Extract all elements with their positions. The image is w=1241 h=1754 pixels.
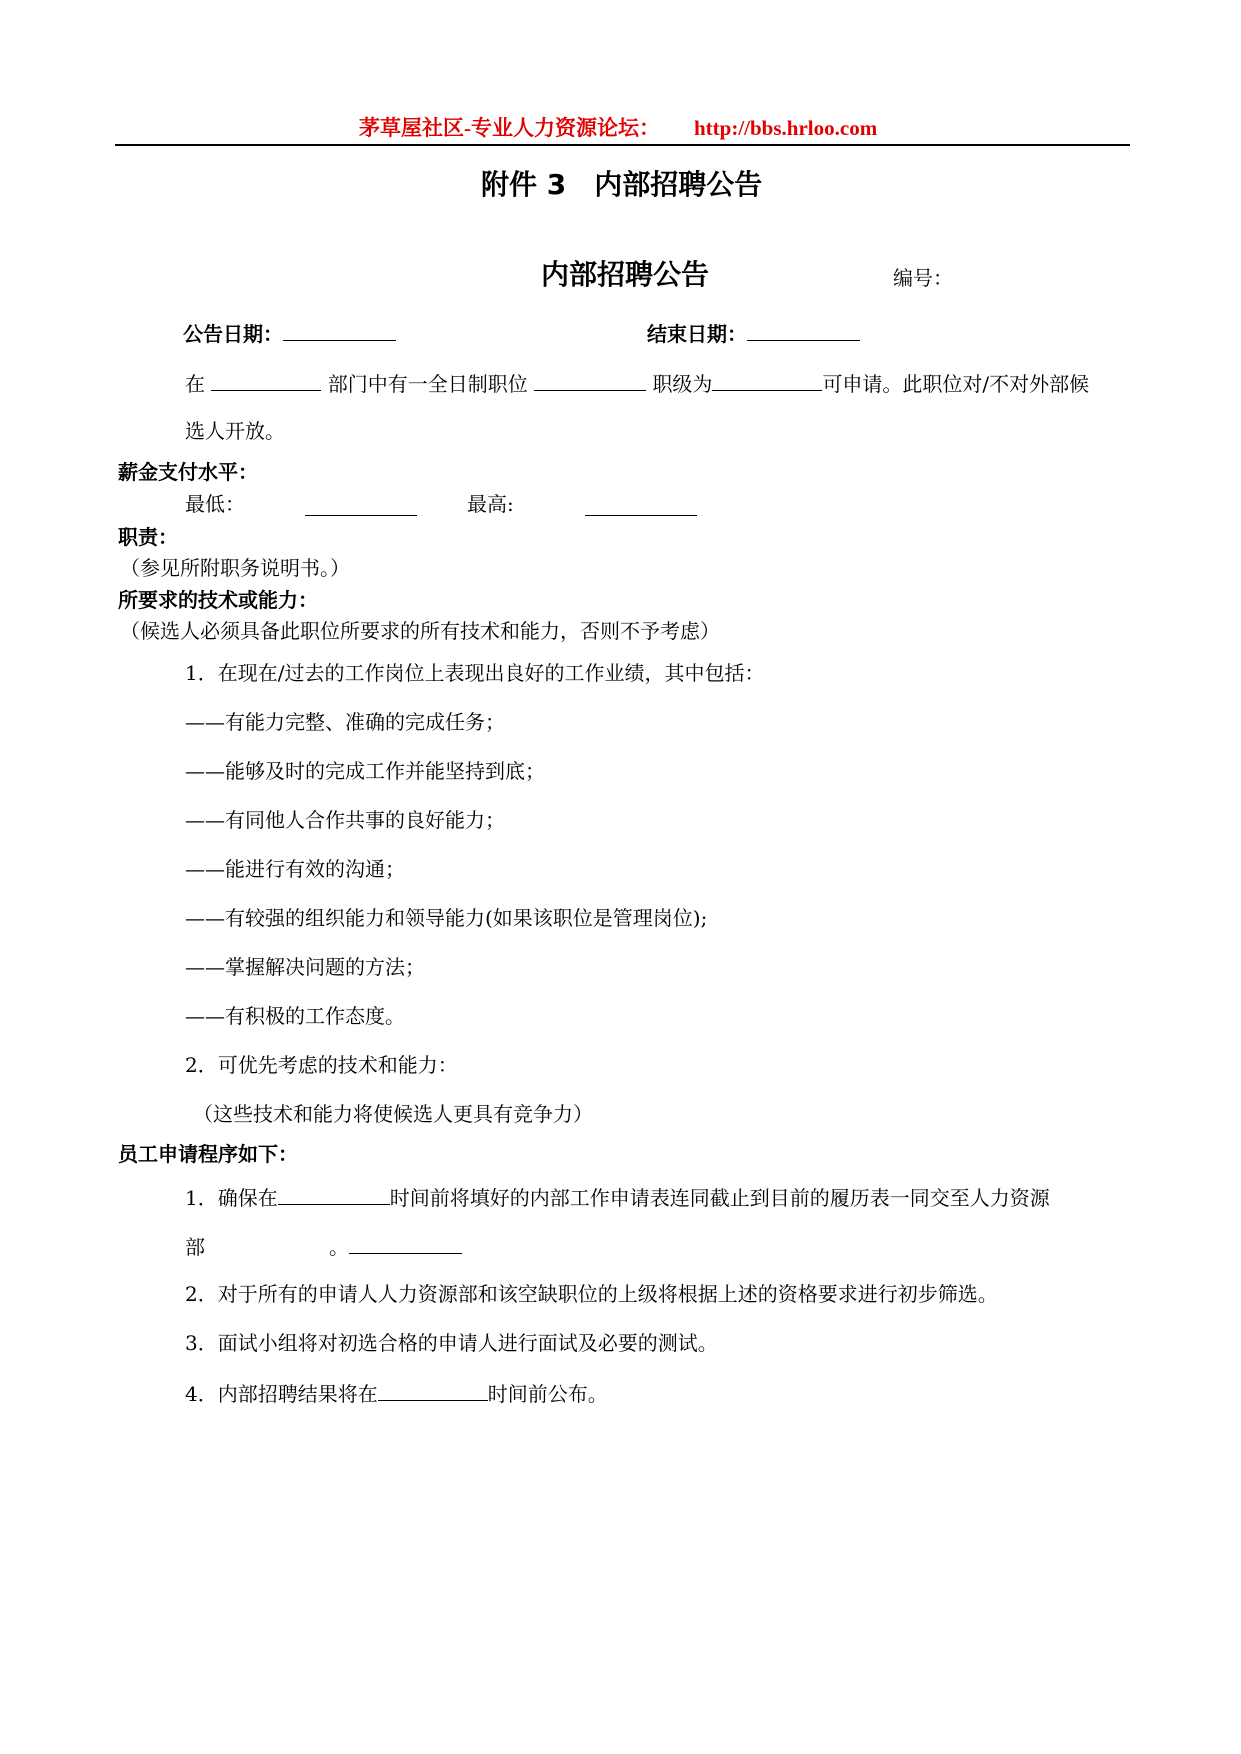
header-rule: [115, 144, 1130, 146]
submission-deadline-field: [278, 1186, 390, 1205]
announce-date-field: [283, 322, 396, 341]
skill-bullet: ——有较强的组织能力和领导能力(如果该职位是管理岗位);: [185, 906, 708, 930]
intro-line-2: 选人开放。: [185, 419, 285, 443]
intro-text-open: 可申请。此职位对/不对外部候: [822, 372, 1090, 396]
announce-date-label: 公告日期：: [183, 322, 283, 346]
department-field: [211, 372, 321, 391]
salary-max-field: [585, 497, 697, 516]
skill-bullet: ——有积极的工作态度。: [185, 1004, 405, 1028]
step-1-text-a: 1．确保在: [185, 1186, 278, 1210]
attachment-title: 附件 3 内部招聘公告: [481, 168, 763, 201]
result-deadline-field: [378, 1382, 488, 1401]
end-date-label: 结束日期：: [647, 322, 747, 346]
serial-number-label: 编号：: [893, 266, 953, 290]
site-name: 茅草屋社区-专业人力资源论坛：: [359, 116, 660, 140]
end-date-field: [747, 322, 860, 341]
step-1-text-d: 。: [329, 1235, 349, 1259]
skill-bullet: ——有能力完整、准确的完成任务；: [185, 710, 505, 734]
intro-text-in: 在: [185, 372, 205, 396]
step-1-text-c: 部: [185, 1235, 205, 1259]
announce-date-row: [183, 322, 396, 344]
end-date-row: [647, 322, 860, 344]
skills-item-1: 1．在现在/过去的工作岗位上表现出良好的工作业绩，其中包括：: [185, 661, 765, 685]
skill-bullet: ——有同他人合作共事的良好能力；: [185, 808, 505, 832]
skills-note: （候选人必须具备此职位所要求的所有技术和能力，否则不予考虑）: [120, 619, 720, 643]
step-4-text-a: 4．内部招聘结果将在: [185, 1382, 378, 1406]
procedure-step-1-cont: [185, 1235, 462, 1257]
site-banner: [359, 118, 877, 139]
salary-min-field: [305, 497, 417, 516]
skills-heading: 所要求的技术或能力：: [118, 588, 318, 612]
step-1-trailing-field: [349, 1235, 462, 1254]
salary-min-label: 最低：: [185, 492, 245, 516]
duties-heading: 职责：: [118, 525, 178, 549]
procedure-step-2: 2．对于所有的申请人人力资源部和该空缺职位的上级将根据上述的资格要求进行初步筛选。: [185, 1282, 998, 1306]
procedure-step-3: 3．面试小组将对初选合格的申请人进行面试及必要的测试。: [185, 1331, 718, 1355]
skills-item-2-note: （这些技术和能力将使候选人更具有竞争力）: [193, 1102, 593, 1126]
position-field: [534, 372, 646, 391]
intro-text-grade: 职级为: [652, 372, 713, 396]
duties-note: （参见所附职务说明书。）: [120, 556, 350, 580]
skill-bullet: ——掌握解决问题的方法；: [185, 955, 425, 979]
site-url-link[interactable]: http://bbs.hrloo.com: [694, 116, 878, 140]
intro-line-1: [185, 372, 1089, 394]
salary-heading: 薪金支付水平：: [118, 460, 258, 484]
notice-title: 内部招聘公告: [541, 258, 710, 291]
skill-bullet: ——能进行有效的沟通；: [185, 857, 405, 881]
step-1-text-b: 时间前将填好的内部工作申请表连同截止到目前的履历表一同交至人力资源: [389, 1186, 1050, 1210]
step-4-text-b: 时间前公布。: [487, 1382, 608, 1406]
salary-max-label: 最高:: [467, 492, 514, 516]
intro-text-dept: 部门中有一全日制职位: [327, 372, 528, 396]
grade-field: [712, 372, 822, 391]
skill-bullet: ——能够及时的完成工作并能坚持到底；: [185, 759, 545, 783]
skills-item-2: 2．可优先考虑的技术和能力：: [185, 1053, 458, 1077]
procedure-step-4: [185, 1382, 608, 1404]
procedure-step-1: [185, 1186, 1050, 1208]
procedure-heading: 员工申请程序如下：: [118, 1142, 298, 1166]
